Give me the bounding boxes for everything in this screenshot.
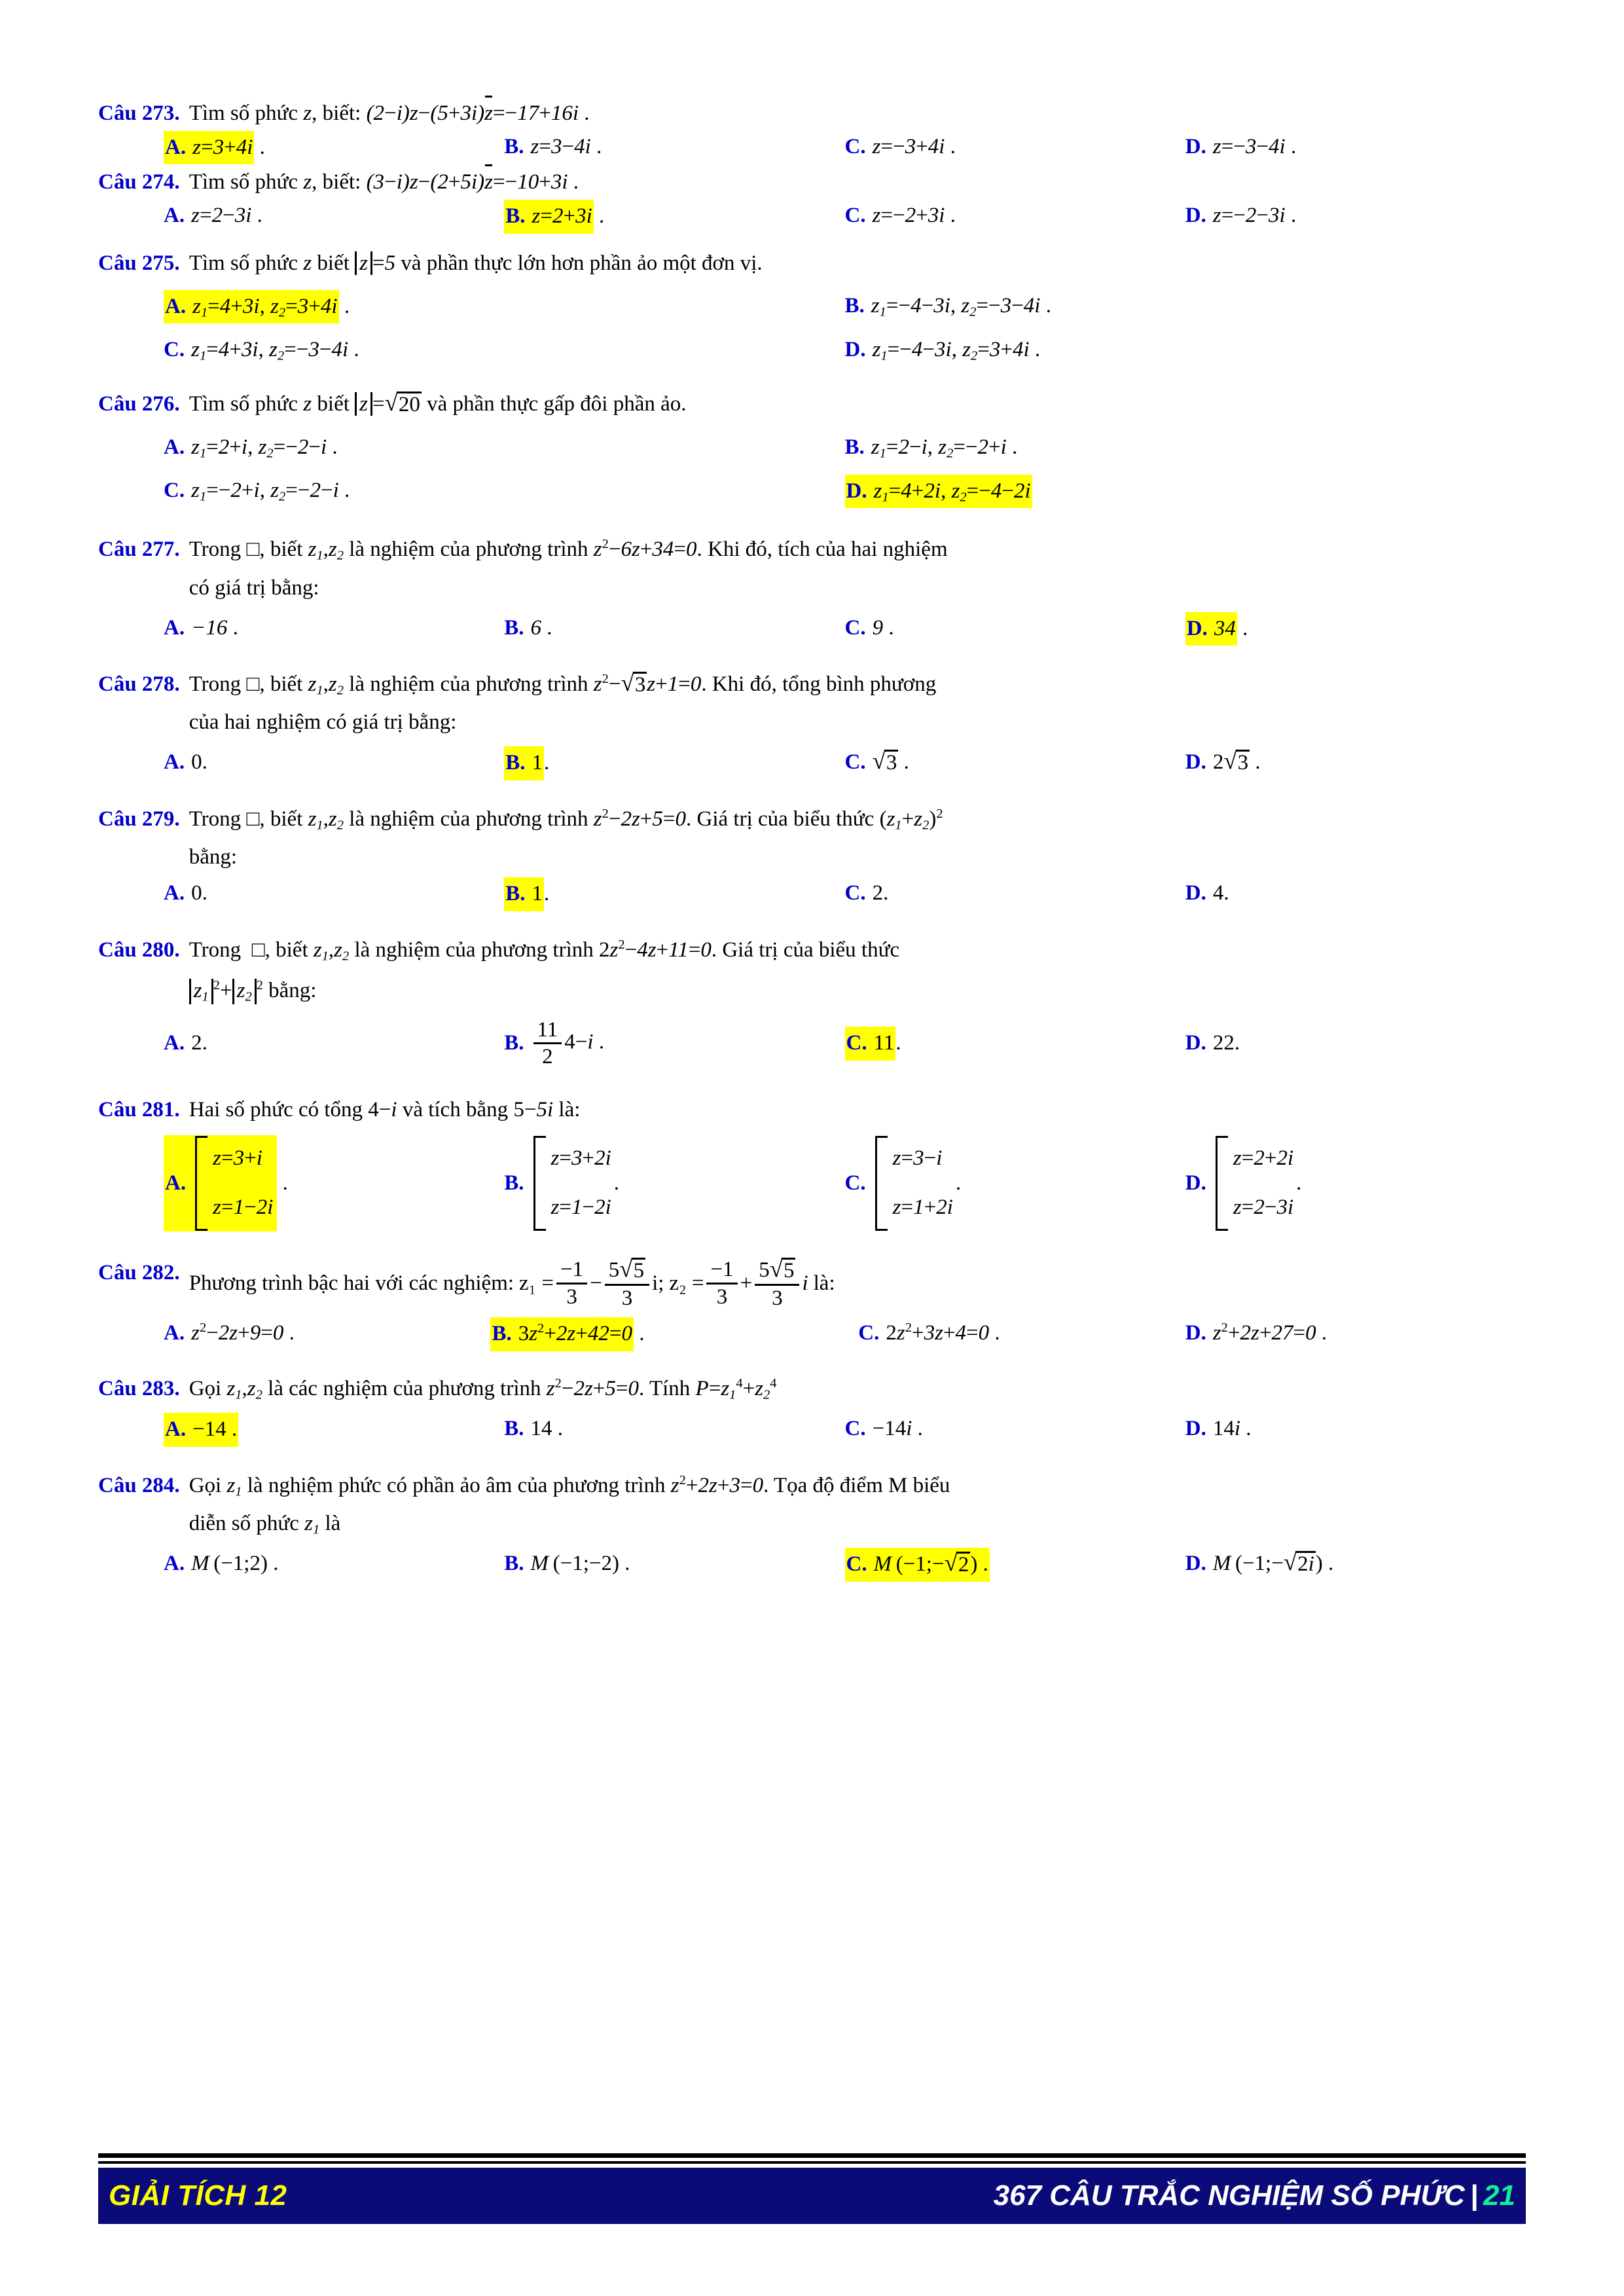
modulus-expr: z = √ 20 bbox=[355, 392, 422, 416]
option-b[interactable]: B. z=2+3i . bbox=[504, 200, 844, 234]
option-letter: C. bbox=[164, 338, 185, 362]
complex-set-symbol: □ bbox=[251, 938, 265, 962]
option-letter: A. bbox=[164, 1552, 185, 1576]
question-281-label: Câu 281. bbox=[98, 1098, 180, 1122]
root1-den1: 3 bbox=[566, 1285, 577, 1309]
question-277-options bbox=[164, 612, 1526, 646]
option-a[interactable]: A. z=3+4i . bbox=[164, 131, 504, 165]
question-284-prompt-line2 bbox=[189, 1508, 1526, 1540]
roots-expr: $z_1,z_2$ bbox=[226, 1376, 262, 1402]
prompt-text-a: Gọi bbox=[189, 1473, 222, 1497]
option-letter: D. bbox=[1185, 1171, 1206, 1195]
option-d[interactable]: D. z=2+2i z=2−3i . bbox=[1185, 1136, 1526, 1231]
prompt-text-b: , biết bbox=[259, 672, 303, 697]
footer-rule-thick bbox=[98, 2153, 1526, 2158]
prompt-line2-b: là bbox=[325, 1511, 341, 1535]
question-281-prompt bbox=[189, 1095, 1526, 1126]
option-c[interactable]: C. z=−3+4i . bbox=[845, 131, 1185, 165]
option-letter: C. bbox=[858, 1321, 880, 1345]
prompt-text-1: Tìm số phức bbox=[189, 251, 298, 275]
roots-expr: $z_1,z_2$ bbox=[308, 538, 344, 564]
option-letter: C. bbox=[844, 204, 866, 228]
question-279-prompt-line2: bằng: bbox=[189, 845, 238, 869]
prompt-variable: z bbox=[303, 392, 312, 416]
question-273 bbox=[98, 98, 1526, 164]
prompt-text-b: là nghiệm phức có phần ảo âm của phương trình bbox=[247, 1473, 666, 1497]
prompt-text-c: là nghiệm của phương trình bbox=[349, 672, 588, 697]
question-278-prompt-line2: của hai nghiệm có giá trị bằng: bbox=[189, 710, 457, 735]
option-b[interactable]: B. $z_1=2-i$, $z_2=-2+i$ . bbox=[845, 431, 1526, 464]
footer-bar bbox=[98, 2168, 1526, 2224]
modulus-expr: z =5 bbox=[355, 251, 395, 275]
question-282 bbox=[98, 1254, 1526, 1351]
footer-title: 367 CÂU TRẮC NGHIỆM SỐ PHỨC bbox=[993, 2179, 1465, 2212]
prompt-text-3: và phần thực lớn hơn phần ảo một đơn vị. bbox=[401, 251, 763, 275]
option-a[interactable]: A. −16 . bbox=[164, 612, 504, 646]
equation-277: $z^2-6z+34=0$ bbox=[593, 537, 697, 562]
option-c[interactable]: C. M (−1;− √ 2 ) . bbox=[845, 1548, 1185, 1582]
option-letter: A. bbox=[164, 750, 185, 774]
option-letter: A. bbox=[164, 1031, 185, 1055]
root1-operator: − bbox=[590, 1271, 602, 1295]
page-footer bbox=[98, 2153, 1526, 2224]
option-letter: D. bbox=[846, 479, 867, 503]
root2-den1: 3 bbox=[716, 1285, 728, 1309]
question-273-options bbox=[164, 131, 1526, 165]
question-283 bbox=[98, 1374, 1526, 1447]
option-c[interactable]: C. 9 . bbox=[845, 612, 1185, 646]
option-letter: C. bbox=[846, 1552, 867, 1576]
equation-284: $z^2+2z+3=0$ bbox=[670, 1472, 764, 1497]
option-letter: B. bbox=[504, 615, 524, 640]
option-a[interactable]: A. z=3+i z=1−2i . bbox=[164, 1135, 504, 1231]
prompt-text-2: , biết: bbox=[312, 101, 361, 125]
root2-operator: + bbox=[740, 1271, 753, 1295]
question-283-prompt bbox=[189, 1374, 1526, 1405]
option-letter: A. bbox=[165, 135, 187, 159]
prompt-text-c: . Tọa độ điểm M biểu bbox=[763, 1473, 950, 1497]
question-280-label: Câu 280. bbox=[98, 938, 180, 962]
prompt-text-a: Gọi bbox=[189, 1376, 222, 1400]
option-letter: D. bbox=[1185, 881, 1206, 905]
root-expr: $z_1$ bbox=[226, 1473, 242, 1499]
root1-num1: −1 bbox=[556, 1258, 587, 1285]
option-letter: A. bbox=[164, 204, 185, 228]
option-letter: D. bbox=[1185, 1552, 1206, 1576]
question-280-options bbox=[164, 1019, 1526, 1068]
option-b[interactable]: B. $\frac{11}{2}$ 4−i . bbox=[504, 1017, 605, 1069]
option-d[interactable]: D. z=−2−3i . bbox=[1185, 200, 1526, 234]
question-284-options bbox=[164, 1548, 1526, 1582]
prompt-text-3: và phần thực gấp đôi phần ảo. bbox=[427, 392, 687, 416]
option-letter: B. bbox=[504, 1031, 524, 1055]
question-279 bbox=[98, 804, 1526, 911]
option-c[interactable]: C. 11 . bbox=[845, 1027, 1185, 1061]
roots-expr: $z_1,z_2$ bbox=[308, 672, 344, 698]
option-c[interactable]: C. 2. bbox=[845, 877, 1185, 911]
system-bracket-a: z=3+i z=1−2i bbox=[195, 1136, 273, 1231]
option-letter: D. bbox=[844, 338, 866, 362]
prompt-text-a: Phương trình bậc hai với các nghiệm: bbox=[189, 1271, 514, 1295]
option-d[interactable]: D. 34 . bbox=[1185, 612, 1526, 646]
option-letter: B. bbox=[492, 1322, 512, 1346]
question-276-label: Câu 276. bbox=[98, 392, 180, 416]
system-bracket-b: z=3+2i z=1−2i bbox=[533, 1136, 611, 1231]
question-275-prompt bbox=[189, 251, 763, 275]
question-278-prompt-line1 bbox=[189, 669, 1526, 701]
question-277-label: Câu 277. bbox=[98, 538, 180, 562]
option-letter: D. bbox=[1185, 1321, 1206, 1345]
option-letter: B. bbox=[505, 751, 526, 775]
question-276-options-row2 bbox=[164, 475, 1526, 509]
prompt-text-d: . Giá trị của biểu thức bbox=[686, 807, 875, 831]
option-b[interactable]: B. $3z^2+2z+42=0$ . bbox=[490, 1317, 858, 1351]
option-letter: B. bbox=[844, 435, 865, 460]
prompt-text-b: , biết bbox=[259, 807, 303, 831]
option-letter: B. bbox=[504, 134, 524, 158]
option-d[interactable]: D. 4. bbox=[1185, 877, 1526, 911]
question-284 bbox=[98, 1470, 1526, 1582]
prompt-text-b: là các nghiệm của phương trình bbox=[268, 1376, 541, 1400]
option-a[interactable]: A. z=2−3i . bbox=[164, 200, 504, 234]
question-282-prompt bbox=[189, 1254, 1526, 1310]
roots-expr: $z_1,z_2$ bbox=[308, 807, 344, 833]
prompt-text-1: Tìm số phức bbox=[189, 101, 298, 125]
option-c[interactable]: C. $2z^2+3z+4=0$ . bbox=[858, 1317, 1185, 1351]
prompt-text-2: biết bbox=[317, 251, 350, 275]
option-b[interactable]: B. 14 . bbox=[504, 1413, 844, 1447]
prompt-text-c: . Tính bbox=[639, 1376, 691, 1400]
prompt-variable: z bbox=[303, 170, 312, 194]
prompt-text-b: , biết bbox=[264, 938, 308, 962]
option-letter: C. bbox=[844, 1171, 866, 1195]
option-letter: D. bbox=[1185, 134, 1206, 158]
prompt-text-a: Hai số phức có tổng bbox=[189, 1098, 363, 1122]
option-letter: B. bbox=[504, 1552, 524, 1576]
prompt-text-b: , biết bbox=[259, 538, 303, 562]
question-275-options-row1 bbox=[164, 290, 1526, 324]
root1-imaginary: i; bbox=[652, 1271, 664, 1295]
option-b[interactable]: B. z=3−4i . bbox=[504, 131, 844, 165]
prompt-text-bang: bằng: bbox=[268, 978, 317, 1002]
footer-left-label: GIẢI TÍCH 12 bbox=[109, 2179, 287, 2212]
roots-expr: $z_1,z_2$ bbox=[313, 938, 350, 964]
prompt-text-d: . Giá trị của biểu thức bbox=[711, 938, 900, 962]
option-letter: B. bbox=[504, 1417, 524, 1441]
question-276 bbox=[98, 389, 1526, 509]
option-c[interactable]: C. z=−2+3i . bbox=[845, 200, 1185, 234]
equation-274: (3−i)z−(2+5i)z=−10+3i bbox=[367, 170, 568, 194]
prompt-text-d: . Khi đó, tích của hai nghiệm bbox=[696, 538, 948, 562]
question-276-options-row1 bbox=[164, 431, 1526, 464]
question-275 bbox=[98, 248, 1526, 367]
option-c[interactable]: C. $z_1=-2+i$, $z_2=-2-i$ . bbox=[164, 475, 845, 509]
option-a[interactable]: A. $z^2-2z+9=0$ . bbox=[164, 1317, 490, 1351]
question-278 bbox=[98, 669, 1526, 780]
option-letter: C. bbox=[844, 750, 866, 774]
option-d[interactable]: D. 2 √ 3 . bbox=[1185, 746, 1526, 780]
prompt-variable: z bbox=[303, 251, 312, 275]
prompt-text-c: là nghiệm của phương trình bbox=[349, 538, 588, 562]
option-letter: A. bbox=[165, 1171, 187, 1195]
option-a[interactable]: A. $z_1=2+i$, $z_2=-2-i$ . bbox=[164, 431, 845, 464]
root2-expr: z₂ = $\frac{-1}{3}$ + 5 √ 5 3 i bbox=[669, 1254, 808, 1310]
question-283-label: Câu 283. bbox=[98, 1376, 180, 1400]
complex-set-symbol: □ bbox=[246, 672, 260, 697]
modulus-sum-expr: $z_1^2+ z_2^2$ bbox=[189, 979, 263, 1002]
prompt-text-a: Trong bbox=[189, 807, 242, 831]
question-275-label: Câu 275. bbox=[98, 251, 180, 275]
root1-den2: 3 bbox=[621, 1286, 633, 1310]
equation-283: $z^2-2z+5=0$ bbox=[546, 1376, 640, 1400]
prompt-text-2: , biết: bbox=[312, 170, 361, 194]
expression-283: $P=z_1^4+z_2^4$ bbox=[695, 1376, 777, 1402]
option-a[interactable]: A. 2. bbox=[164, 1027, 504, 1060]
prompt-text-c: là: bbox=[558, 1098, 581, 1122]
option-letter: D. bbox=[1185, 750, 1206, 774]
option-letter: D. bbox=[1185, 1417, 1206, 1441]
root1-lhs: z₁ = bbox=[519, 1271, 554, 1295]
prompt-text-2: biết bbox=[317, 392, 350, 416]
root2-lhs: z₂ = bbox=[669, 1271, 704, 1295]
question-279-prompt-line1 bbox=[189, 804, 1526, 835]
question-281 bbox=[98, 1095, 1526, 1231]
equation-273: (2−i)z−(5+3i)z=−17+16i bbox=[367, 101, 579, 125]
option-letter: C. bbox=[844, 134, 866, 158]
system-bracket-c: z=3−i z=1+2i bbox=[875, 1136, 953, 1231]
option-d[interactable]: D. $z_1=4+2i$, $z_2=-4-2i$ bbox=[845, 475, 1526, 509]
prompt-text-b: là: bbox=[813, 1271, 835, 1295]
question-281-options bbox=[164, 1135, 1526, 1231]
prompt-text-a: Trong bbox=[189, 672, 242, 697]
option-letter: A. bbox=[165, 1417, 187, 1442]
question-274-label: Câu 274. bbox=[98, 170, 180, 194]
question-279-label: Câu 279. bbox=[98, 807, 180, 831]
option-letter: C. bbox=[846, 1031, 867, 1055]
option-letter: A. bbox=[165, 294, 187, 318]
option-a[interactable]: A. −14 . bbox=[164, 1413, 504, 1447]
prompt-text-1: Tìm số phức bbox=[189, 392, 298, 416]
option-a[interactable]: A. 0. bbox=[164, 746, 504, 780]
option-d[interactable]: D. M (−1;− √ 2i ) . bbox=[1185, 1548, 1526, 1582]
option-letter: D. bbox=[1186, 616, 1208, 640]
question-284-prompt-line1 bbox=[189, 1470, 1526, 1502]
prompt-variable: z bbox=[303, 101, 312, 125]
option-letter: C. bbox=[844, 881, 866, 905]
question-277-prompt-line1 bbox=[189, 534, 1526, 566]
option-letter: D. bbox=[1185, 1031, 1206, 1055]
prompt-text-d: . Khi đó, tổng bình phương bbox=[701, 672, 937, 697]
question-284-label: Câu 284. bbox=[98, 1473, 180, 1497]
option-a[interactable]: A. $z_1=4+3i$, $z_2=3+4i$ . bbox=[164, 290, 845, 324]
option-b[interactable]: B. 1 . bbox=[504, 877, 844, 911]
option-d[interactable]: D. 22. bbox=[1185, 1027, 1526, 1060]
option-b[interactable]: B. z=3+2i z=1−2i . bbox=[504, 1136, 844, 1231]
footer-page-number: 21 bbox=[1483, 2179, 1515, 2212]
option-c[interactable]: C. √ 3 . bbox=[845, 746, 1185, 780]
footer-right-group bbox=[994, 2179, 1515, 2212]
prompt-text-c: là nghiệm của phương trình bbox=[349, 807, 588, 831]
option-letter: C. bbox=[164, 478, 185, 502]
prompt-text-a: Trong bbox=[189, 538, 242, 562]
question-278-label: Câu 278. bbox=[98, 672, 180, 697]
sum-expr: 4−i bbox=[368, 1098, 397, 1122]
prompt-text-1: Tìm số phức bbox=[189, 170, 298, 194]
question-273-label: Câu 273. bbox=[98, 101, 180, 125]
root-expr-line2: $z_1$ bbox=[304, 1511, 320, 1537]
system-bracket-d: z=2+2i z=2−3i bbox=[1216, 1136, 1293, 1231]
prompt-line2-a: diễn số phức bbox=[189, 1511, 299, 1535]
equation-278: $z^2-$ √ 3 z+1=0 bbox=[593, 669, 702, 697]
question-277 bbox=[98, 534, 1526, 646]
option-b[interactable]: B. M (−1;−2) . bbox=[504, 1548, 844, 1582]
question-275-options-row2 bbox=[164, 334, 1526, 367]
question-273-prompt: Tìm số phức z, biết: (2−i)z−(5+3i)z=−17+16i . bbox=[189, 101, 590, 125]
root2-den2: 3 bbox=[772, 1286, 783, 1310]
option-a[interactable]: A. 0. bbox=[164, 877, 504, 911]
root2-imaginary: i bbox=[802, 1271, 808, 1295]
option-letter: B. bbox=[504, 1171, 524, 1195]
prompt-text-b: và tích bằng bbox=[402, 1098, 509, 1122]
question-282-options bbox=[164, 1317, 1526, 1351]
option-b[interactable]: B. $z_1=-4-3i$, $z_2=-3-4i$ . bbox=[845, 290, 1526, 324]
root2-num1: −1 bbox=[706, 1258, 737, 1285]
question-277-prompt-line2: có giá trị bằng: bbox=[189, 575, 319, 600]
option-c[interactable]: C. −14i . bbox=[845, 1413, 1185, 1447]
question-274-prompt: Tìm số phức z, biết: (3−i)z−(2+5i)z=−10+3i . bbox=[189, 170, 579, 194]
option-letter: B. bbox=[505, 204, 526, 228]
question-274 bbox=[98, 167, 1526, 233]
option-letter: A. bbox=[164, 615, 185, 640]
option-d[interactable]: D. $z_1=-4-3i$, $z_2=3+4i$ . bbox=[845, 334, 1526, 367]
option-d[interactable]: D. z=−3−4i . bbox=[1185, 131, 1526, 165]
option-b[interactable]: B. 1 . bbox=[504, 746, 844, 780]
footer-rule-thin bbox=[98, 2161, 1526, 2164]
expression-279: $(z_1+z_2)^2$ bbox=[879, 806, 943, 833]
equation-280: $2z^2-4z+11=0$ bbox=[599, 937, 712, 962]
option-letter: A. bbox=[164, 1321, 185, 1345]
option-c[interactable]: C. z=3−i z=1+2i . bbox=[845, 1136, 1185, 1231]
question-274-options bbox=[164, 200, 1526, 234]
option-b[interactable]: B. 6 . bbox=[504, 612, 844, 646]
question-280 bbox=[98, 935, 1526, 1069]
option-c[interactable]: C. $z_1=4+3i$, $z_2=-3-4i$ . bbox=[164, 334, 845, 367]
option-letter: A. bbox=[164, 435, 185, 460]
question-282-label: Câu 282. bbox=[98, 1260, 180, 1285]
option-a[interactable]: A. M (−1;2) . bbox=[164, 1548, 504, 1582]
option-d[interactable]: D. 14i . bbox=[1185, 1413, 1526, 1447]
complex-set-symbol: □ bbox=[246, 807, 260, 831]
question-279-options bbox=[164, 877, 1526, 911]
question-280-prompt-line2 bbox=[189, 975, 1526, 1007]
root1-expr: z₁ = $\frac{-1}{3}$ − 5 √ 5 3 i; bbox=[519, 1254, 664, 1310]
question-278-options bbox=[164, 746, 1526, 780]
prompt-text-c: là nghiệm của phương trình bbox=[354, 938, 594, 962]
option-letter: D. bbox=[1185, 204, 1206, 228]
question-280-prompt-line1 bbox=[189, 935, 1526, 966]
option-letter: B. bbox=[844, 293, 865, 318]
option-letter: A. bbox=[164, 881, 185, 905]
question-283-options bbox=[164, 1413, 1526, 1447]
footer-separator: | bbox=[1470, 2179, 1479, 2212]
complex-set-symbol: □ bbox=[246, 538, 260, 562]
question-276-prompt bbox=[189, 388, 687, 416]
option-d[interactable]: D. $z^2+2z+27=0$ . bbox=[1185, 1317, 1526, 1351]
equation-279: $z^2-2z+5=0$ bbox=[593, 806, 687, 831]
option-letter: C. bbox=[844, 615, 866, 640]
option-letter: C. bbox=[844, 1417, 866, 1441]
option-letter: B. bbox=[505, 882, 526, 906]
prompt-text-a: Trong bbox=[189, 938, 242, 962]
product-expr: 5−5i bbox=[513, 1098, 554, 1122]
